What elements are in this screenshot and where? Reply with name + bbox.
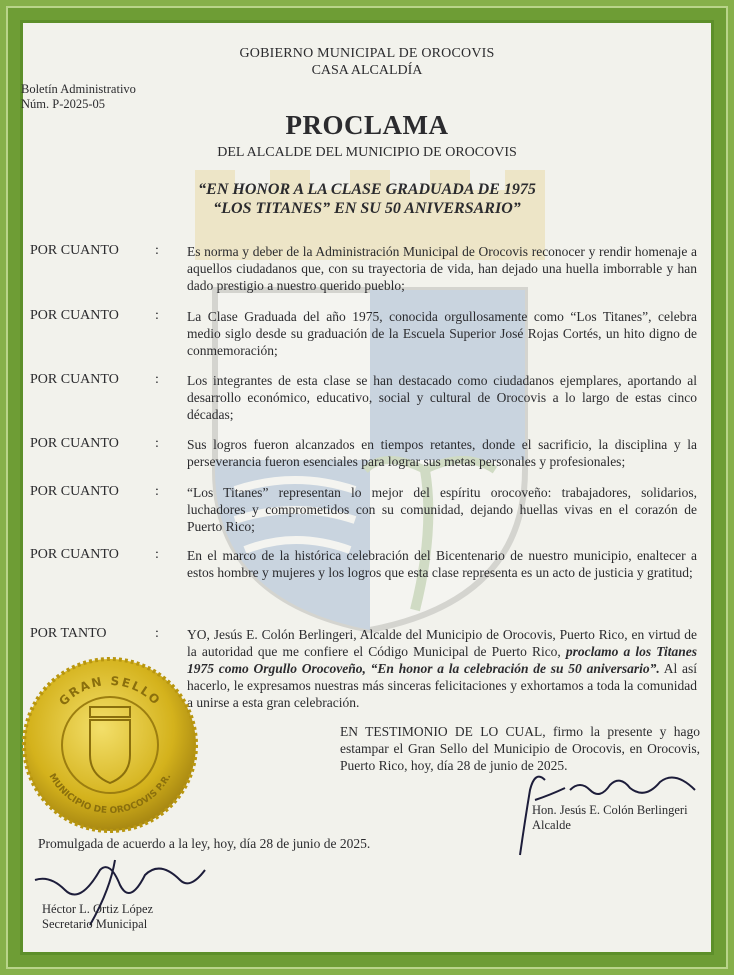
- clause-label: POR CUANTO: [30, 308, 119, 323]
- resolution-label: POR TANTO: [30, 626, 107, 641]
- clause-colon: :: [155, 243, 159, 258]
- page-title: PROCLAMA: [285, 110, 449, 140]
- resolution-proclamation: proclamo a los Titanes 1975 como Orgullo Orocoveño, “En honor a la celebración de su 50 aniversario”.: [187, 644, 697, 676]
- resolution-text-a: YO, Jesús E. Colón Berlingeri, Alcalde del Municipio de Orocovis, Puerto Rico, en virtud de la autoridad que me confiere el Código Municipal de Puerto Rico,: [187, 627, 697, 659]
- clause-text: La Clase Graduada del año 1975, conocida orgullosamente como “Los Titanes”, celebra medio siglo desde su graduación de la Escuela Superior José Rojas Cortés, un hito digno de conmemoración;: [187, 309, 697, 358]
- resolution-text-c: Al así hacerlo, le expresamos nuestras más sinceras felicitaciones y exhortamos a toda la comunidad a unirse a esta gran celebración.: [187, 661, 697, 710]
- testimony-text: EN TESTIMONIO DE LO CUAL, firmo la presente y hago estampar el Gran Sello del Municipio de Orocovis, en Orocovis, Puerto Rico, hoy, día 28 de junio de 2025.: [340, 724, 700, 773]
- clause-text: En el marco de la histórica celebración del Bicentenario de nuestro municipio, enaltecer a estos hombre y mujeres y los logros que esta clase representa es un acto de justicia y gratitud;: [187, 548, 697, 580]
- clause-colon: :: [155, 626, 159, 641]
- clause-label: POR CUANTO: [30, 372, 119, 387]
- bulletin-number: [21, 82, 136, 112]
- government-name: GOBIERNO MUNICIPAL DE OROCOVIS: [239, 46, 495, 61]
- promulgation-text: Promulgada de acuerdo a la ley, hoy, día 28 de junio de 2025.: [38, 836, 371, 851]
- clause-label: POR CUANTO: [30, 436, 119, 451]
- clause-colon: :: [155, 436, 159, 451]
- honor-line-1: “EN HONOR A LA CLASE GRADUADA DE 1975: [198, 181, 536, 198]
- gold-seal: [20, 655, 200, 835]
- resolution-text: [187, 626, 697, 711]
- clause-colon: :: [155, 372, 159, 387]
- clause-colon: :: [155, 484, 159, 499]
- bulletin-code: Núm. P-2025-05: [21, 97, 106, 111]
- mayor-name: Hon. Jesús E. Colón Berlingeri: [532, 803, 688, 817]
- clause-text: “Los Titanes” representan lo mejor del espíritu orocoveño: trabajadores, solidarios, luchadores y comprometidos con su comunidad, dejando huellas vivas en el corazón de Puerto Rico;: [187, 485, 697, 534]
- seal-bottom-text: MUNICIPIO DE OROCOVIS P.R.: [46, 772, 174, 817]
- clause-text: Es norma y deber de la Administración Municipal de Orocovis reconocer y rendir homenaje a aquellos ciudadanos que, con su trayectoria de vida, han dejado una huella imborrable y han dado prestigio a nuestro querido pueblo;: [187, 244, 697, 293]
- office-name: CASA ALCALDÍA: [311, 63, 423, 78]
- seal-top-text: GRAN SELLO: [56, 673, 164, 709]
- clause-colon: :: [155, 308, 159, 323]
- clause-text: Sus logros fueron alcanzados en tiempos retantes, donde el sacrificio, la disciplina y la perseverancia fueron esenciales para lograr sus metas personales y profesionales;: [187, 437, 697, 469]
- secretary-name: Héctor L. Ortiz López: [42, 902, 154, 916]
- clause-label: POR CUANTO: [30, 243, 119, 258]
- clause-text: Los integrantes de esta clase se han destacado como ciudadanos ejemplares, aportando al desarrollo económico, educativo, social y cultural de Orocovis a lo largo de estas cinco décadas;: [187, 373, 697, 422]
- secretary-title: Secretario Municipal: [42, 917, 148, 931]
- page-subtitle: DEL ALCALDE DEL MUNICIPIO DE OROCOVIS: [217, 145, 517, 160]
- clause-colon: :: [155, 547, 159, 562]
- honor-line-2: “LOS TITANES” EN SU 50 ANIVERSARIO”: [213, 200, 521, 217]
- bulletin-label: Boletín Administrativo: [21, 82, 136, 96]
- mayor-title: Alcalde: [532, 818, 571, 832]
- clause-label: POR CUANTO: [30, 484, 119, 499]
- honor-heading: [0, 180, 734, 218]
- clause-label: POR CUANTO: [30, 547, 119, 562]
